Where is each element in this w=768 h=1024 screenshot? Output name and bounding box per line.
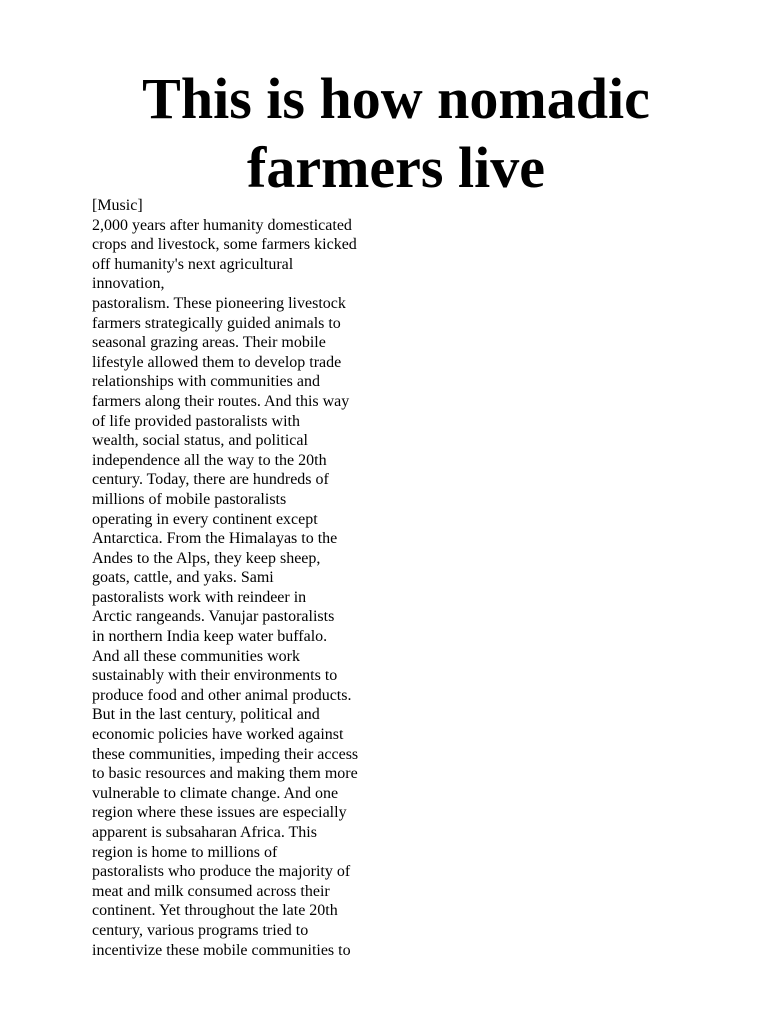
transcript-line: sustainably with their environments to [92, 667, 338, 685]
title-line: This is how nomadic [142, 66, 650, 131]
transcript-line: apparent is subsaharan Africa. This [92, 824, 317, 841]
transcript-line: crops and livestock, some farmers kicked [92, 236, 357, 254]
transcript-line: region where these issues are especially [92, 804, 347, 822]
transcript-line: wealth, social status, and political [92, 432, 308, 450]
transcript-line: [Music] [92, 197, 143, 214]
transcript-line: Andes to the Alps, they keep sheep, [92, 549, 321, 567]
transcript-line: to basic resources and making them more [92, 765, 358, 783]
transcript-line: of life provided pastoralists with [92, 412, 300, 430]
transcript-line: innovation, [92, 275, 165, 293]
transcript-line: pastoralists who produce the majority of [92, 863, 351, 881]
transcript-line: in northern India keep water buffalo. [92, 628, 328, 646]
transcript-line: off humanity's next agricultural [92, 255, 294, 273]
transcript-line: continent. Yet throughout the late 20th [92, 902, 338, 920]
transcript-line: farmers along their routes. And this way [92, 392, 350, 410]
transcript-line: seasonal grazing areas. Their mobile [92, 334, 326, 352]
transcript-line: farmers strategically guided animals to [92, 314, 341, 332]
transcript-line: pastoralism. These pioneering livestock [92, 294, 346, 312]
transcript-line: millions of mobile pastoralists [92, 490, 287, 508]
transcript-line: goats, cattle, and yaks. Sami [92, 569, 274, 587]
page-title [0, 64, 768, 202]
transcript-line: meat and milk consumed across their [92, 882, 330, 900]
transcript-line: century. Today, there are hundreds of [92, 471, 329, 489]
transcript-line: pastoralists work with reindeer in [92, 588, 307, 606]
transcript-line: these communities, impeding their access [92, 745, 359, 763]
transcript-line: region is home to millions of [92, 843, 278, 861]
transcript-body [92, 196, 412, 960]
transcript-line: produce food and other animal products. [92, 686, 352, 704]
transcript-line: 2,000 years after humanity domesticated [92, 216, 352, 234]
transcript-line: vulnerable to climate change. And one [92, 784, 339, 802]
transcript-line: independence all the way to the 20th [92, 451, 327, 469]
transcript-line: And all these communities work [92, 647, 300, 665]
transcript-line: operating in every continent except [92, 510, 318, 528]
title-line: farmers live [247, 135, 545, 200]
transcript-line: incentivize these mobile communities to [92, 941, 351, 959]
transcript-line: economic policies have worked against [92, 726, 344, 744]
transcript-line: lifestyle allowed them to develop trade [92, 353, 342, 371]
transcript-line: relationships with communities and [92, 373, 320, 391]
transcript-line: But in the last century, political and [92, 706, 320, 724]
transcript-line: century, various programs tried to [92, 921, 309, 939]
transcript-line: Antarctica. From the Himalayas to the [92, 530, 338, 548]
transcript-line: Arctic rangeands. Vanujar pastoralists [92, 608, 335, 626]
